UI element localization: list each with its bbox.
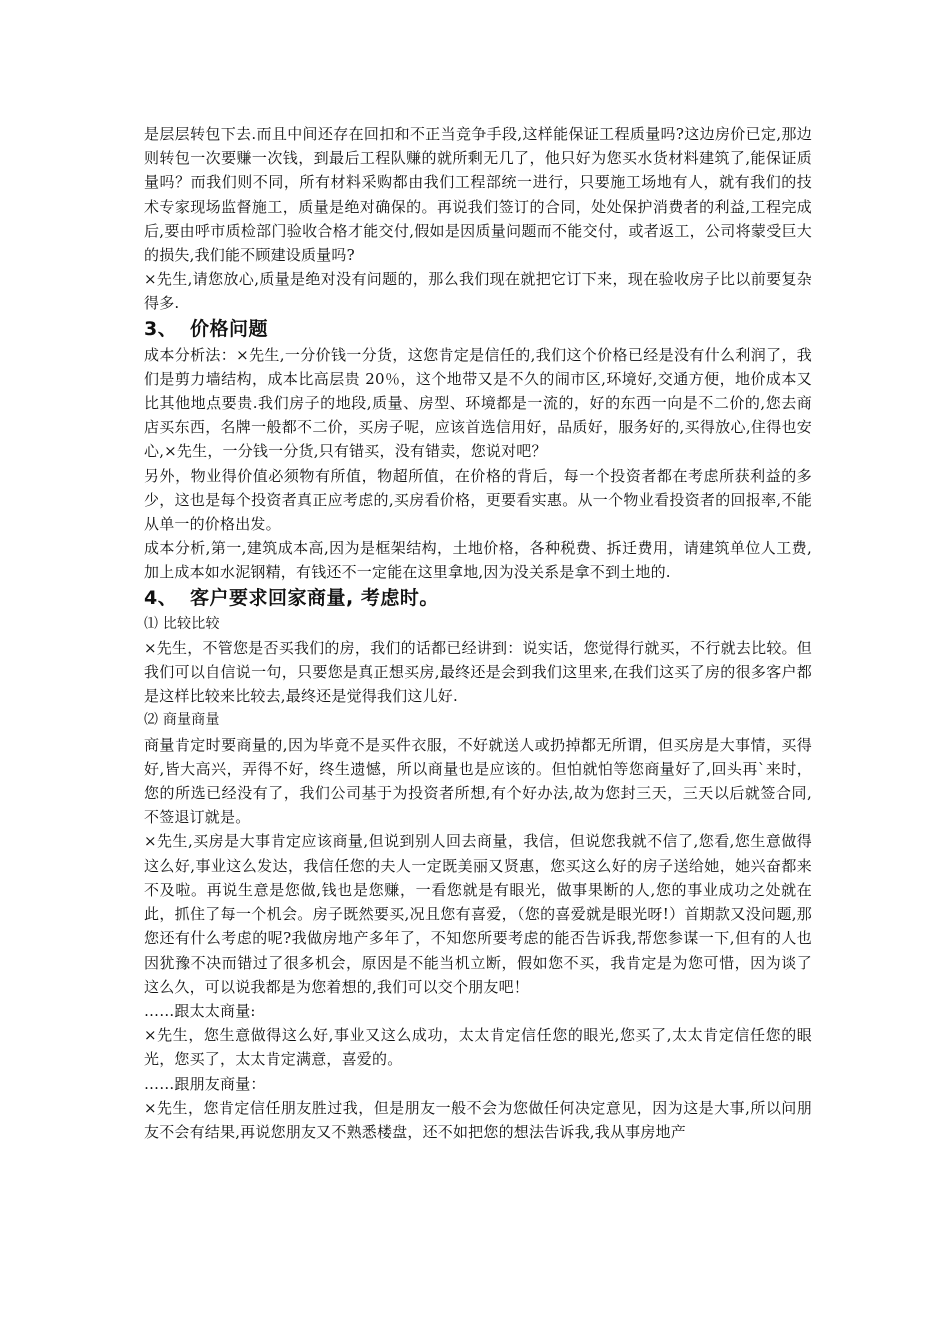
paragraph-discuss: 商量肯定时要商量的,因为毕竟不是买件衣服，不好就送人或扔掉都无所谓，但买房是大事情，买得好,皆大高兴，弄得不好，终生遗憾，所以商量也是应该的。但怕就怕等您商量好了,回头再`来时，您的所选已经没有了，我们公司基于为投资者所想,有个好办法,故为您封三天，三天以后就签合同,不签退订就是。: [144, 735, 812, 827]
paragraph-cost-breakdown: 成本分析,第一,建筑成本高,因为是框架结构，土地价格，各种税费、拆迁费用，请建筑单位人工费,加上成本如水泥钢精，有钱还不一定能在这里拿地,因为没关系是拿不到土地的.: [144, 539, 812, 582]
document-page: [144, 122, 812, 1144]
subheading-discuss: ⑵ 商量商量: [144, 712, 220, 729]
section-number: 4、: [144, 586, 178, 609]
paragraph-friend: ×先生，您肯定信任朋友胜过我，但是朋友一般不会为您做任何决定意见，因为这是大事,所以问朋友不会有结果,再说您朋友又不熟悉楼盘，还不如把您的想法告诉我,我从事房地产: [144, 1098, 812, 1141]
paragraph-wife-label: ……跟太太商量:: [144, 1001, 256, 1020]
paragraph-construction-quality: 是层层转包下去.而且中间还存在回扣和不正当竞争手段,这样能保证工程质量吗?这边房价已定,那边则转包一次要赚一次钱，到最后工程队赚的就所剩无几了，他只好为您买水货材料建筑了,能保证质量吗？而我们则不同，所有材料采购都由我们工程部统一进行，只要施工场地有人，就有我们的技术专家现场监督施工，质量是绝对确保的。再说我们签订的合同，处处保护消费者的利益,工程完成后,要由呼市质检部门验收合格才能交付,假如是因质量问题而不能交付，或者返工，公司将蒙受巨大的损失,我们能不顾建设质量吗?: [144, 125, 812, 265]
section-title: 客户要求回家商量, 考虑时。: [190, 586, 439, 609]
subheading-compare: ⑴ 比较比较: [144, 615, 220, 632]
paragraph-discuss-persuade: ×先生,买房是大事肯定应该商量,但说到别人回去商量，我信，但说您我就不信了,您看,您生意做得这么好,事业这么发达，我信任您的夫人一定既美丽又贤惠，您买这么好的房子送给她，她兴奋都来不及啦。再说生意是您做,钱也是您赚，一看您就是有眼光，做事果断的人,您的事业成功之处就在此，抓住了每一个机会。房子既然要买,况且您有喜爱，（您的喜爱就是眼光呀!）首期款又没问题,那您还有什么考虑的呢?我做房地产多年了，不知您所要考虑的能否告诉我,帮您参谋一下,但有的人也因犹豫不决而错过了很多机会，原因是不能当机立断，假如您不买，我肯定是为您可惜，因为谈了这么久，可以说我都是为您着想的,我们可以交个朋友吧！: [144, 832, 812, 996]
section-heading-price: [144, 316, 812, 343]
paragraph-wife: ×先生，您生意做得这么好,事业又这么成功，太太肯定信任您的眼光,您买了,太太肯定信任您的眼光，您买了，太太肯定满意，喜爱的。: [144, 1026, 812, 1069]
paragraph-friend-label: ……跟朋友商量：: [144, 1074, 266, 1093]
section-title: 价格问题: [190, 317, 269, 340]
section-number: 3、: [144, 317, 178, 340]
section-heading-consider: [144, 585, 812, 612]
paragraph-quality-assurance: ×先生,请您放心,质量是绝对没有问题的，那么我们现在就把它订下来，现在验收房子比以前要复杂得多.: [144, 270, 812, 313]
paragraph-cost-analysis: 成本分析法：×先生,一分价钱一分货，这您肯定是信任的,我们这个价格已经是没有什么利润了，我们是剪力墙结构，成本比高层贵 20％，这个地带又是不久的闹市区,环境好,交通方便，地价成本又比其他地点要贵.我们房子的地段,质量、房型、环境都是一流的，好的东西一向是不二价的,您去商店买东西，名牌一般都不二价，买房子呢，应该首选信用好，品质好，服务好的,买得放心,住得也安心,×先生，一分钱一分货,只有错买，没有错卖，您说对吧？: [144, 345, 812, 461]
paragraph-property-value: 另外，物业得价值必须物有所值，物超所值，在价格的背后，每一个投资者都在考虑所获利益的多少，这也是每个投资者真正应考虑的,买房看价格，更要看实惠。从一个物业看投资者的回报率,不能从单一的价格出发。: [144, 466, 812, 534]
paragraph-compare: ×先生，不管您是否买我们的房，我们的话都已经讲到：说实话，您觉得行就买，不行就去比较。但我们可以自信说一句，只要您是真正想买房,最终还是会到我们这里来,在我们这买了房的很多客户都是这样比较来比较去,最终还是觉得我们这儿好.: [144, 638, 812, 706]
